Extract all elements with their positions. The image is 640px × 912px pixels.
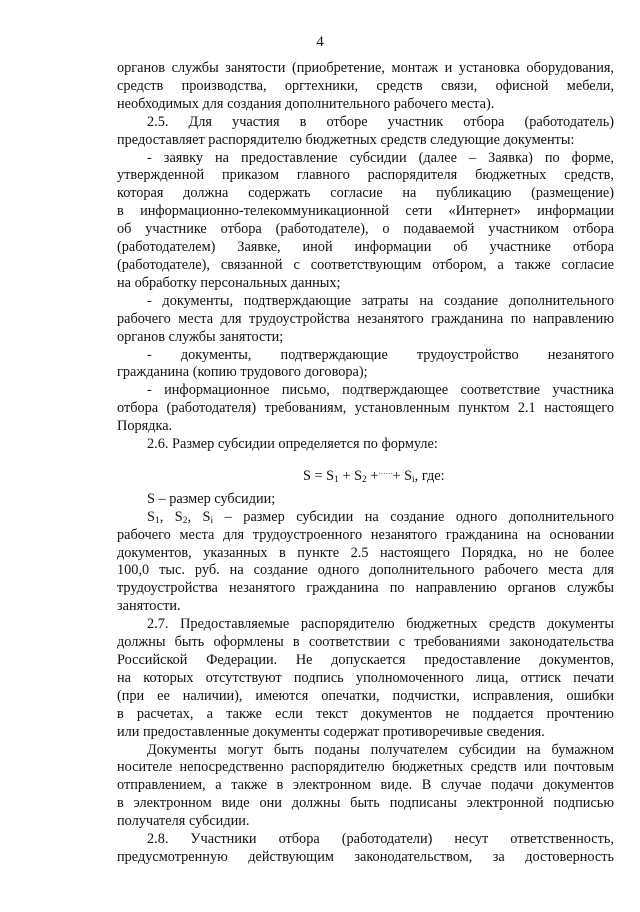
text-line: - документы, подтверждающие трудоустройство незанятого (147, 346, 614, 363)
symbol-subscript: 2 (182, 515, 188, 526)
text-line: органов службы занятости (приобретение, монтаж и установка оборудования, (117, 60, 614, 76)
paragraph-2-8 (117, 831, 614, 867)
text-line: предусмотренную действующим законодательством, за достоверность (117, 848, 614, 865)
symbol-subscript: 1 (154, 515, 160, 526)
text-line: в информационно-телекоммуникационной сети «Интернет» информации (117, 203, 614, 220)
text-run: – размер субсидии на создание одного дополнительного (213, 508, 614, 525)
formula-part: + (366, 467, 379, 484)
text-line: которая должна содержать согласие на публикацию (размещение) (117, 185, 614, 202)
text-line: об участнике отбора (работодателе), о подаваемой участником отбора (117, 221, 614, 238)
text-line: - информационное письмо, подтверждающее соответствие участника (147, 382, 614, 399)
text-line: - заявку на предоставление субсидии (далее – Заявка) по форме, (147, 149, 614, 166)
text-line: трудоустройства незанятого гражданина по направлению органов службы (117, 580, 614, 597)
formula-part: + S (338, 467, 363, 484)
formula-subscript: i (412, 474, 415, 485)
document-body (117, 60, 614, 867)
formula-subscript: 2 (362, 474, 367, 485)
text-line: на обработку персональных данных; (117, 274, 341, 291)
text-line: средств производства, оргтехники, средств связи, офисной мебели, (117, 77, 614, 94)
text-line: (работодателе), связанной с соответствующим отбором, а также согласие (117, 256, 614, 273)
definition-s-components (117, 509, 614, 616)
formula-subscript: 1 (334, 474, 339, 485)
list-item-employment-documents (117, 347, 614, 383)
text-line: должны быть оформлены в соответствии с требованиями законодательства (117, 634, 614, 651)
text-line: необходимых для создания дополнительного рабочего места). (117, 95, 495, 112)
list-item-application (117, 150, 614, 293)
text-line: органов службы занятости; (117, 328, 284, 345)
paragraph-documents-submission (117, 742, 614, 832)
paragraph-2-7 (117, 616, 614, 741)
text-line: Документы могут быть поданы получателем субсидии на бумажном (147, 741, 614, 758)
text-line: (при ее наличии), имеются опечатки, подчистки, исправления, ошибки (117, 687, 614, 704)
text-line: документов, указанных в пункте 2.5 настоящего Порядка, но не более (117, 544, 614, 561)
formula-part: S = S (303, 467, 335, 484)
text-line: утвержденной приказом главного распорядителя бюджетных средств, (117, 167, 614, 184)
text-line: 2.8. Участники отбора (работодатели) несут ответственность, (147, 831, 614, 848)
text-line: 2.5. Для участия в отборе участник отбора (работодатель) (147, 113, 614, 130)
text-line: - документы, подтверждающие затраты на создание дополнительного (147, 292, 614, 309)
text-line (117, 509, 614, 527)
text-line: получателя субсидии. (117, 813, 250, 830)
paragraph-intro-continuation (117, 60, 614, 114)
formula-part: , где: (414, 467, 445, 484)
text-line: рабочего места для трудоустроенного незанятого гражданина на основании (117, 526, 614, 543)
text-line: Российской Федерации. Не допускается предоставление документов, (117, 652, 614, 668)
text-line: (работодателем) Заявке, иной информации об участнике отбора (117, 239, 614, 256)
text-line: 2.6. Размер субсидии определяется по формуле: (147, 436, 438, 453)
text-line: занятости. (117, 598, 181, 615)
text-line: 2.7. Предоставляемые распорядителю бюджетных средств документы (147, 616, 614, 633)
text-line: отбора (работодателя) требованиям, установленным пунктом 2.1 настоящего (117, 400, 614, 417)
symbol: , S (159, 508, 183, 525)
paragraph-2-5 (117, 114, 614, 150)
text-line: 100,0 тыс. руб. на создание одного дополнительного рабочего места для (117, 562, 614, 579)
formula-ellipsis: …… (378, 467, 393, 476)
symbol-subscript: i (210, 515, 214, 526)
text-line: или предоставленные документы содержат противоречивые сведения. (117, 723, 545, 740)
symbol: , S (187, 508, 211, 525)
formula-part: + S (392, 467, 413, 484)
text-line: носителе непосредственно распорядителю бюджетных средств или почтовым (117, 759, 614, 776)
definition-s (117, 491, 614, 509)
paragraph-2-6 (117, 436, 614, 454)
symbol: S (147, 508, 155, 525)
page-number: 4 (316, 34, 324, 50)
text-line: предоставляет распорядителю бюджетных средств следующие документы: (117, 131, 575, 148)
text-line: рабочего места для трудоустройства незанятого гражданина по направлению (117, 310, 614, 327)
text-line: отправлением, а также в электронном виде. В случае подачи документов (117, 777, 614, 794)
subsidy-formula (117, 464, 614, 486)
text-line: Порядка. (117, 418, 173, 435)
text-line: в расчетах, а также если текст документов не поддается прочтению (117, 705, 614, 722)
list-item-cost-documents (117, 293, 614, 347)
text-line: в электронном виде они должны быть подписаны электронной подписью (117, 795, 614, 812)
text-line: S – размер субсидии; (147, 490, 276, 507)
text-line: гражданина (копию трудового договора); (117, 364, 368, 381)
text-line: на которых отсутствуют подпись уполномоченного лица, оттиск печати (117, 669, 614, 686)
list-item-information-letter (117, 382, 614, 436)
